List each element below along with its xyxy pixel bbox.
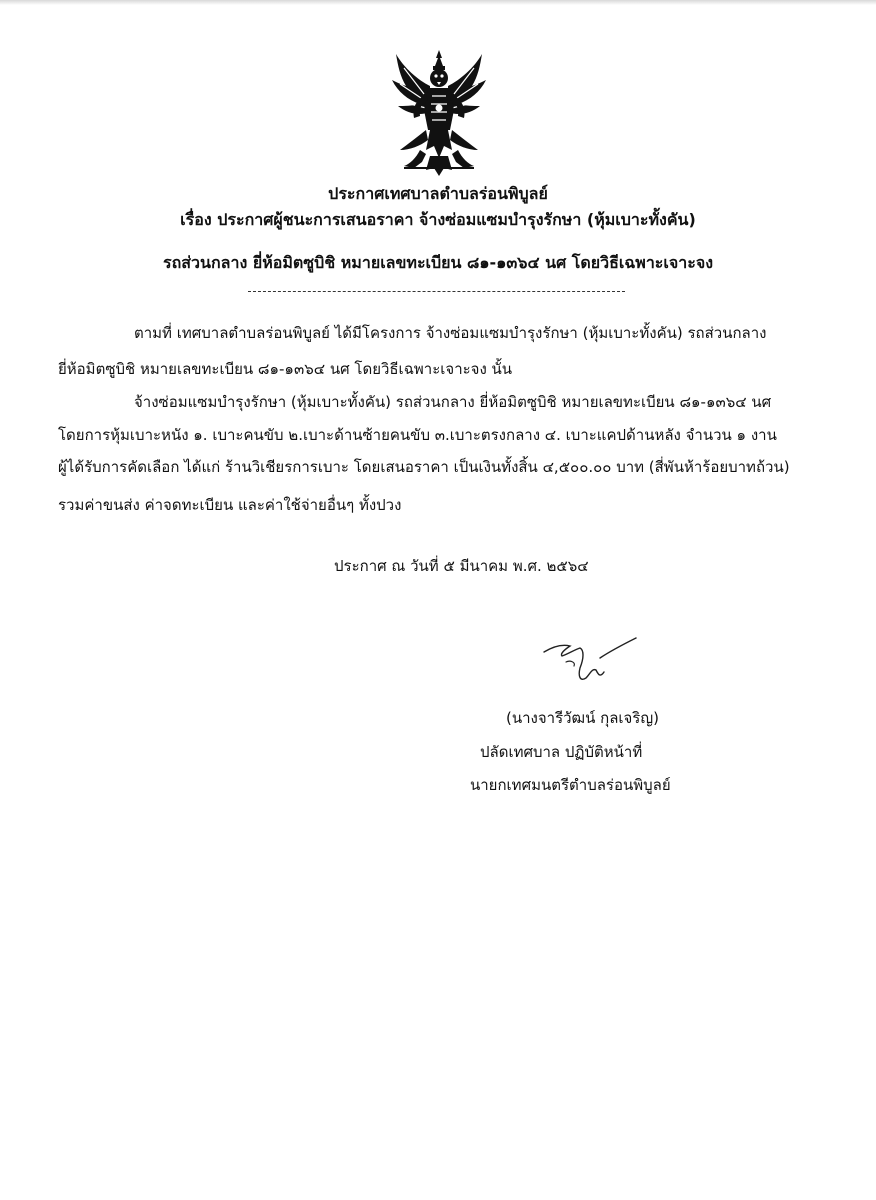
heading-subject-continued: รถส่วนกลาง ยี่ห้อมิตซูบิชิ หมายเลขทะเบียน ๘๑-๑๓๖๔ นศ โดยวิธีเฉพาะเจาะจง: [163, 253, 713, 272]
handwritten-signature-icon: [540, 632, 640, 687]
paragraph1-line1: ตามที่ เทศบาลตำบลร่อนพิบูลย์ ได้มีโครงการ จ้างซ่อมแซมบำรุงรักษา (หุ้มเบาะทั้งคัน) รถส่วนกลาง: [134, 324, 767, 342]
heading-subject: เรื่อง ประกาศผู้ชนะการเสนอราคา จ้างซ่อมแซมบำรุงรักษา (หุ้มเบาะทั้งคัน): [180, 210, 696, 229]
paragraph2-line1: จ้างซ่อมแซมบำรุงรักษา (หุ้มเบาะทั้งคัน) รถส่วนกลาง ยี่ห้อมิตซูบิชิ หมายเลขทะเบียน ๘๑-๑๓๖๔ นศ: [134, 393, 772, 411]
scan-edge: [0, 0, 876, 5]
paragraph1-line2: ยี่ห้อมิตซูบิชิ หมายเลขทะเบียน ๘๑-๑๓๖๔ นศ โดยวิธีเฉพาะเจาะจง นั้น: [58, 360, 513, 378]
signatory-acting-position: นายกเทศมนตรีตำบลร่อนพิบูลย์: [470, 776, 671, 794]
signatory-position: ปลัดเทศบาล ปฏิบัติหน้าที่: [480, 743, 643, 761]
heading-organization: ประกาศเทศบาลตำบลร่อนพิบูลย์: [328, 184, 548, 203]
paragraph2-line4: รวมค่าขนส่ง ค่าจดทะเบียน และค่าใช้จ่ายอื่นๆ ทั้งปวง: [58, 496, 402, 514]
paragraph2-line3: ผู้ได้รับการคัดเลือก ได้แก่ ร้านวิเชียรการเบาะ โดยเสนอราคา เป็นเงินทั้งสิ้น ๔,๕๐๐.๐๐ บาท (สี่พันห้าร้อยบาทถ้วน): [58, 458, 790, 476]
paragraph2-line2: โดยการหุ้มเบาะหนัง ๑. เบาะคนขับ ๒.เบาะด้านซ้ายคนขับ ๓.เบาะตรงกลาง ๔. เบาะแคปด้านหลัง จำนวน ๑ งาน: [58, 426, 777, 444]
dashed-separator: [248, 291, 625, 292]
announcement-date: ประกาศ ณ วันที่ ๕ มีนาคม พ.ศ. ๒๕๖๔: [334, 557, 589, 575]
signatory-name: (นางจารีวัฒน์ กุลเจริญ): [506, 709, 659, 727]
garuda-emblem-icon: [390, 46, 488, 182]
